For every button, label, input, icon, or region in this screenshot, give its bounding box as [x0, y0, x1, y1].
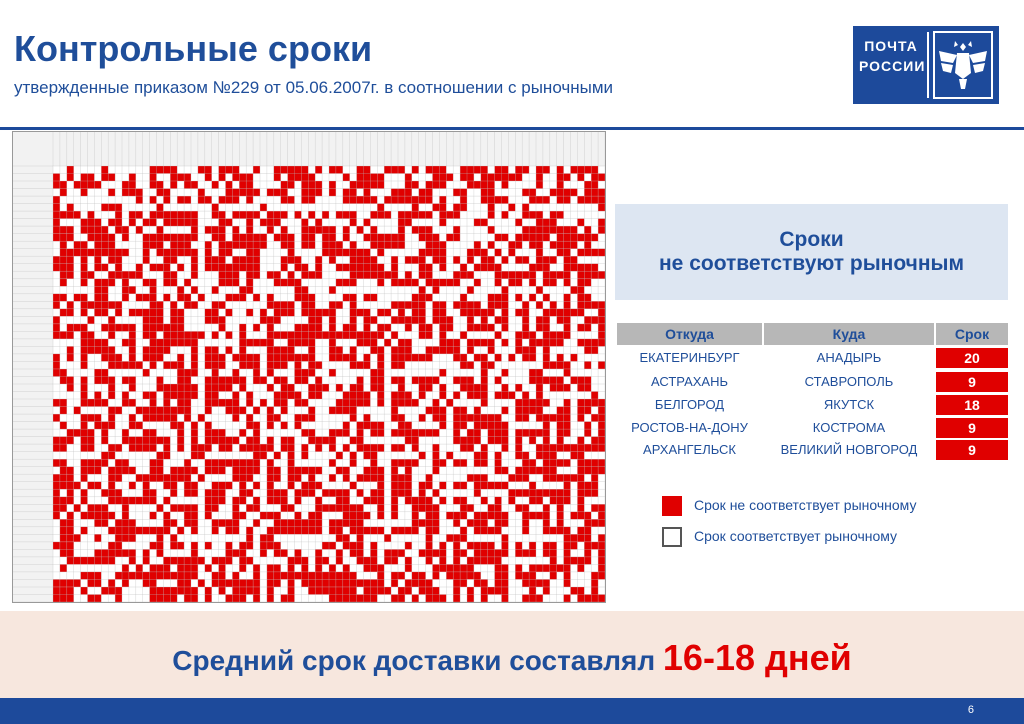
- header-divider: [0, 127, 1024, 130]
- logo-line1: ПОЧТА: [864, 38, 918, 54]
- summary-prefix: Средний срок доставки составлял: [172, 645, 656, 676]
- summary-band: [0, 611, 1024, 698]
- table-row: [617, 347, 1008, 369]
- legend-label: Срок не соответствует рыночному: [694, 497, 917, 513]
- summary-highlight: 16-18 дней: [662, 637, 852, 678]
- white-swatch-icon: [662, 527, 682, 547]
- cell-to: АНАДЫРЬ: [816, 350, 882, 365]
- cell-term: 18: [936, 395, 1008, 415]
- footer-bar: [0, 698, 1024, 724]
- cell-term: 20: [936, 348, 1008, 368]
- summary-text: [0, 637, 1024, 679]
- cell-from: АРХАНГЕЛЬСК: [643, 442, 736, 457]
- delivery-terms-matrix: [12, 131, 606, 603]
- cell-to: ВЕЛИКИЙ НОВГОРОД: [780, 442, 918, 457]
- callout-line1: Сроки: [779, 228, 844, 251]
- cell-to: КОСТРОМА: [812, 420, 886, 435]
- cell-term: 9: [936, 440, 1008, 460]
- logo-line2: РОССИИ: [859, 58, 926, 74]
- table-row: [617, 394, 1008, 416]
- cell-from: ЕКАТЕРИНБУРГ: [639, 350, 740, 365]
- cell-to: СТАВРОПОЛЬ: [804, 374, 894, 389]
- table-row: [617, 417, 1008, 439]
- col-header-from: Откуда: [617, 323, 762, 345]
- page-number: 6: [967, 704, 974, 716]
- cell-from: АСТРАХАНЬ: [650, 374, 729, 389]
- cell-from: БЕЛГОРОД: [654, 397, 725, 412]
- cell-to: ЯКУТСК: [823, 397, 875, 412]
- slide-title: Контрольные сроки: [14, 28, 373, 69]
- cell-term: 9: [936, 372, 1008, 392]
- slide-subtitle: утвержденные приказом №229 от 05.06.2007г. в соотношении с рыночными: [14, 78, 614, 97]
- cell-from: РОСТОВ-НА-ДОНУ: [631, 420, 748, 435]
- col-header-term: Срок: [936, 323, 1008, 345]
- legend-label: Срок соответствует рыночному: [694, 528, 898, 544]
- double-headed-eagle-icon: [933, 31, 993, 99]
- matrix-grid: [13, 132, 605, 602]
- logo-wordmark: [859, 36, 926, 76]
- red-swatch-icon: [662, 496, 682, 516]
- table-row: [617, 371, 1008, 393]
- logo-divider: [927, 32, 929, 98]
- cell-term: 9: [936, 418, 1008, 438]
- table-row: [617, 439, 1008, 461]
- russian-post-logo: [853, 26, 999, 104]
- callout-line2: не соответствуют рыночным: [659, 252, 964, 275]
- mismatch-callout: [615, 204, 1008, 300]
- col-header-to: Куда: [764, 323, 934, 345]
